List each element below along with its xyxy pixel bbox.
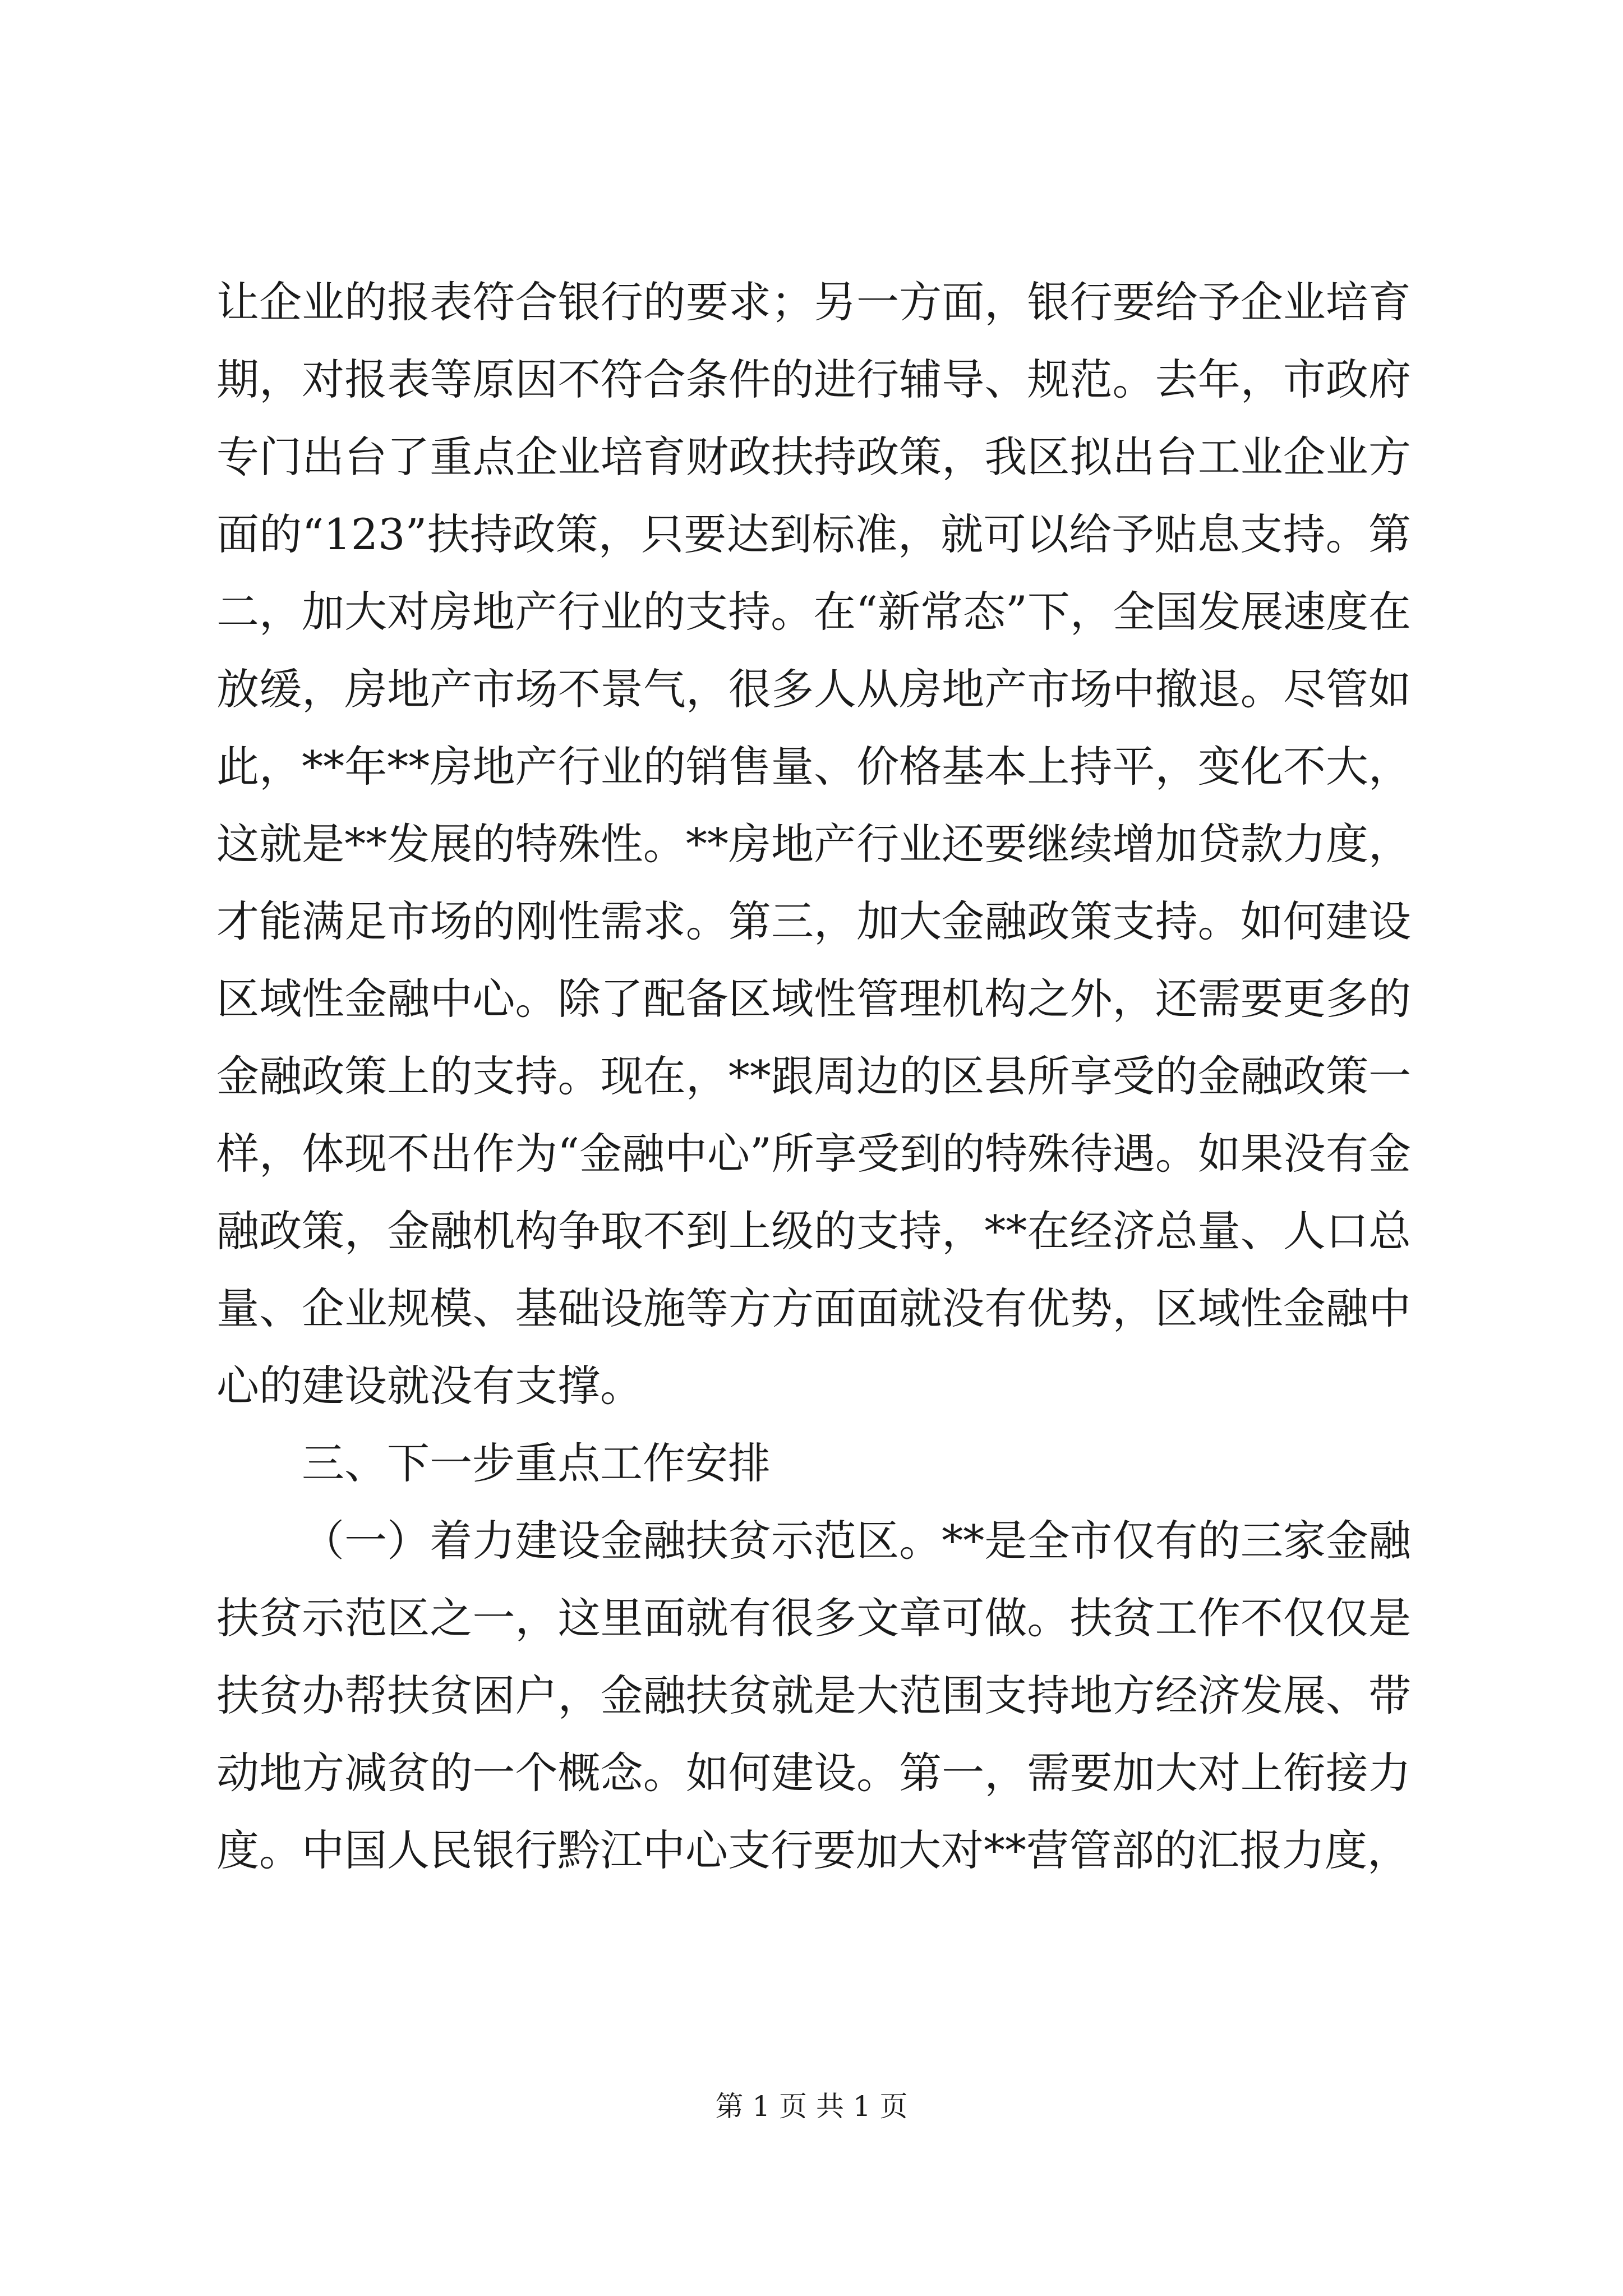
body-paragraph-continuation: 让企业的报表符合银行的要求；另一方面，银行要给予企业培育期，对报表等原因不符合条件的进行辅导、规范。去年，市政府专门出台了重点企业培育财政扶持政策，我区拟出台工业企业方面的“123”扶持政策，只要达到标准，就可以给予贴息支持。第二，加大对房地产行业的支持。在“新常态”下，全国发展速度在放缓，房地产市场不景气，很多人从房地产市场中撤退。尽管如此，**年**房地产行业的销售量、价格基本上持平，变化不大，这就是**发展的特殊性。**房地产行业还要继续增加贷款力度，才能满足市场的刚性需求。第三，加大金融政策支持。如何建设区域性金融中心。除了配备区域性管理机构之外，还需要更多的金融政策上的支持。现在，**跟周边的区县所享受的金融政策一样，体现不出作为“金融中心”所享受到的特殊待遇。如果没有金融政策，金融机构争取不到上级的支持，**在经济总量、人口总量、企业规模、基础设施等方方面面就没有优势，区域性金融中心的建设就没有支撑。	[216, 277, 1411, 1411]
section-heading: 三、下一步重点工作安排	[302, 1438, 771, 1488]
body-paragraph-item-1: （一）着力建设金融扶贫示范区。**是全市仅有的三家金融扶贫示范区之一，这里面就有很多文章可做。扶贫工作不仅仅是扶贫办帮扶贫困户，金融扶贫就是大范围支持地方经济发展、带动地方减贫的一个概念。如何建设。第一，需要加大对上衔接力度。中国人民银行黔江中心支行要加大对**营管部的汇报力度，	[216, 1516, 1411, 1875]
page-footer: 第 1 页 共 1 页	[715, 2090, 908, 2123]
document-body	[216, 264, 1411, 1889]
